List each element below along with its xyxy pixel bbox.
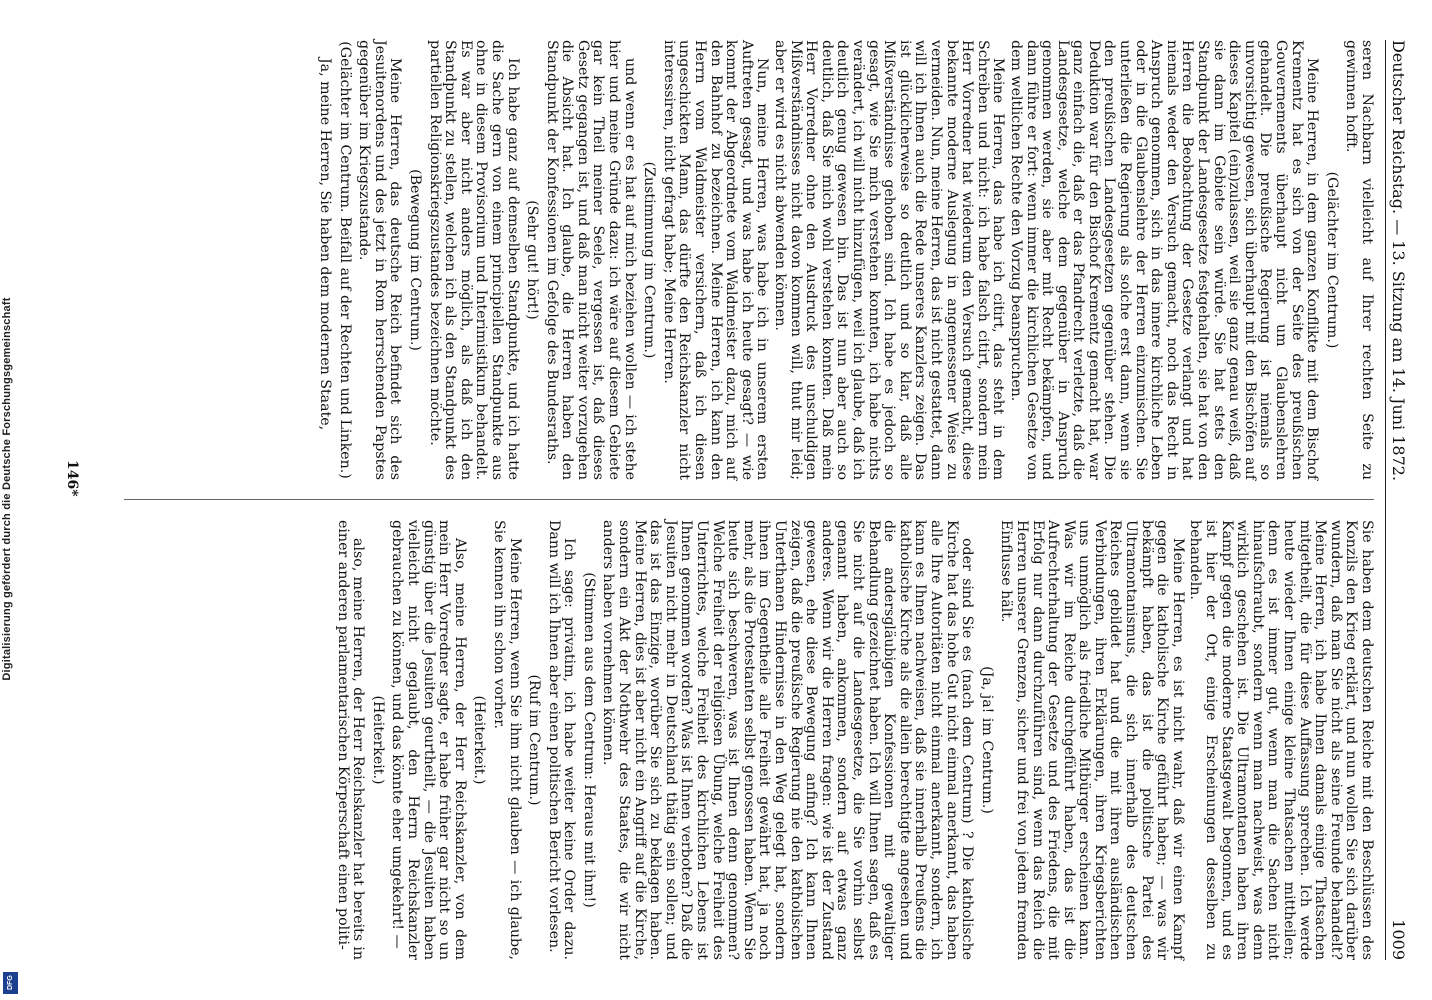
stage-direction: (Zustimmung im Centrum.) xyxy=(641,161,658,359)
stage-direction: (Stimmen aus dem Centrum: Heraus mit ihm!) xyxy=(580,572,597,908)
stage-direction: (Ja, ja! im Centrum.) xyxy=(978,666,995,814)
right-column xyxy=(332,520,1374,960)
digitization-sidebar xyxy=(0,0,22,1000)
stage-direction: (Bewegung im Centrum.) xyxy=(406,169,423,351)
stage-direction: (Heiterkeit.) xyxy=(471,695,488,785)
column-separator xyxy=(124,499,1374,500)
paragraph: Meine Herren, das habe ich citirt, das steht in dem Schreiben und nicht: ich habe falsch citirt, sondern mein Herr Vorredner hat wiederum den Versuch gemacht, diese bekannte moderne Auslegung in angemessener Weise zu vermeiden. Nun, meine Herren, das ist nicht gestattet, dann will ich Ihnen auch die Rede unseres Kanzlers zeigen. Das ist glücklicherweise so deutlich und so klar, daß alle Mißverständnisse gehoben sind. Ich habe es jedoch so gesagt, wie Sie mich verstehen konnten, ich habe nichts verändert, ich will nicht hinzufügen, weil ich glaube, daß ich deutlich genug gewesen bin. Das ist nun aber auch so deutlich, daß Sie mich wohl verstehen konnten. Daß mein Herr Vorredner ohne den Ausdruck des unschuldigen Mißverständnisses nicht davon kommen will, thut mir leid; aber er wird es nicht abwenden können. xyxy=(772,40,1007,480)
paragraph: und wenn er es hat auf mich beziehen wollen — ich stehe hier und meine Gründe dazu: ich wäre auf diesem Gebiete gar kein Theil meiner Seele, vergessen ist, daß dieses Gesetz gegangen ist, und daß man nicht weiter vorzugehen die Absicht hat. Ich glaube, die Herren haben den Standpunkt der Konfessionen im Gefolge des Bundesraths. xyxy=(543,40,638,480)
paragraph: Ja, meine Herren, Sie haben dem modernen Staate, xyxy=(317,58,333,431)
paragraph: Ich sage: privatim, ich habe weiter keine Order dazu. Dann will ich Ihnen aber einen politischen Bericht vorlesen. xyxy=(545,520,578,960)
paragraph: Nun, meine Herren, was habe ich in unserem ersten Auftreten gesagt, und was habe ich heute gesagt? — wie kommt der Abgeordnete vom Waldmeister dazu, mich auf den Bahnhof zu bezeichnen. Meine Herren, ich kann den Herrn vom Waldmeister versichern, daß ich diesen ungeschickten Mann, das dürfte den Reichskanzler nicht interessiren, nicht gefragt habe; Meine Herren. xyxy=(660,40,771,480)
paragraph: Also, meine Herren, der Herr Reichskanzler, von dem mein Herr Vorredner sagte, er habe früher gar nicht so un günstig über die Jesuiten geurtheilt, — die Jesuiten haben vielleicht nicht geglaubt, den Herrn Reichskanzler gebrauchen zu können, und das könnte eher umgekehrt! — xyxy=(389,520,468,960)
left-column xyxy=(314,40,1374,480)
paragraph: Meine Herren, wenn Sie ihm nicht glauben — ich glaube, Sie kennen ihn schon vorher. xyxy=(490,520,523,960)
paragraph: Meine Herren, in dem ganzen Konflikte mit dem Bischof Krementz hat es sich von der Seite des preußischen Gouvernements überhaupt nicht um Glaubenslehren gehandelt. Die preußische Regierung ist niemals so unvorsichtig gewesen, sich überhaupt mit den Bischöfen auf dieses Kapitel (ein)zulassen, weil sie ganz genau weiß, daß sie dann im Gebiete sein würde. Sie hat stets den Standpunkt der Landesgesetze festgehalten, sie hat von den Herren die Beobachtung der Gesetze verlangt und hat niemals weder den Versuch gemacht, noch das Recht in Anspruch genommen, sich in das innere kirchliche Leben oder in die Glaubenslehre der Herren einzumischen. Sie unterließen die Regierung als solche erst dann, wenn sie den preußischen Landesgesetzen gegenüber stehen. Die Deduktion war für den Bischof Krementz gemacht hat, war ganz einfach die, daß er das Pfandrecht verletzte, daß die Landesgesetze, welche dem gegenüber in Anspruch genommen werden, sie aber mit Recht bekämpfen, und dann führe er fort: wenn immer die kirchlichen Gesetze von dem weltlichen Rechte den Vorzug beanspruchen. xyxy=(1007,40,1321,480)
page-header xyxy=(1385,40,1412,960)
stage-direction: (Gelächter im Centrum. Beifall auf der Rechten und Linken.) xyxy=(336,41,353,479)
paragraph: oder sind Sie es (nach dem Centrum) ? Die katholische Kirche hat das hohe Gut nicht einmal anerkannt, das haben alle Ihre Autoritäten nicht einmal anerkannt, sondern, ich kann es Ihnen nachweisen, daß sie innerhalb Preußens die katholische Kirche als die allein berechtigte angesehen und die andersgläubigen Konfessionen mit gewaltiger Behandlung gezeichnet haben. Ich will Ihnen sagen, daß es Sie nicht auf die Landesgesetze, die Sie vorhin selbst genannt haben, ankommen, sondern auf etwas ganz anderes. Wenn wir die Herren fragen: wie ist der Zustand gewesen, ehe diese Bewegung anfing? Ich kann Ihnen zeigen, daß die preußische Regierung nie den katholischen Unterthanen Hindernisse in den Weg gelegt hat, sondern ihnen im Gegentheile alle Freiheit gewährt hat, ja noch mehr, als die Protestanten selbst genossen haben. Wenn Sie heute sich beschweren, was ist Ihnen denn genommen? Welche Freiheit der religiösen Übung, welche Freiheit des Unterrichtes, welche Freiheit des kirchlichen Lebens ist Ihnen genommen worden? Was ist Ihnen verboten? Daß die Jesuiten nicht mehr in Deutschland thätig sein sollen; und das ist das Einzige, worüber Sie sich zu beklagen haben. Meine Herren, dies ist aber nicht ein Angriff auf die Kirche, sondern ein Akt der Nothwehr des Staates, die wir nicht anders haben vornehmen können. xyxy=(600,520,976,960)
stage-direction: (Gelächter im Centrum.) xyxy=(1323,171,1340,349)
stage-direction: (Ruf im Centrum.) xyxy=(526,674,543,806)
scanned-page xyxy=(30,0,1430,1000)
paragraph: seren Nachbarn vielleicht auf Ihrer rechten Seite zu gewinnen hofft. xyxy=(1343,40,1375,480)
page-number: 1009 xyxy=(1389,919,1408,960)
paragraph: Sie haben dem deutschen Reiche mit den Beschlüssen des Konzils den Krieg erklärt, und nun wollen Sie sich darüber wundern, daß man Sie nicht als seine Freunde behandelt? Meine Herren, ich habe Ihnen damals einige Thatsachen mitgetheilt, die für diese Auffassung sprechen. Ich werde heute wieder Ihnen einige kleine Thatsachen mittheilen; denn es ist immer gut, wenn man die Sachen nicht hinaufschraubt, sondern wenn man nachweist, was denn wirklich geschehen ist. Die Ultramontanen haben ihren Kampf gegen die moderne Staatsgewalt begonnen, und es ist hier der Ort, einige Erscheinungen desselben zu behandeln. xyxy=(1187,520,1375,960)
stage-direction: (Sehr gut! hört!) xyxy=(524,200,541,320)
dfg-logo: DFG xyxy=(3,972,18,994)
paragraph: Meine Herren, es ist nicht wahr, daß wir einen Kampf gegen die katholische Kirche geführt haben; — was wir bekämpft haben, das ist die politische Partei des Ultramontanismus, die sich innerhalb des deutschen Reiches gebildet hat und die mit ihren ausländischen Verbindungen, ihren Erklärungen, ihren Kriegsberichten uns unmöglich als friedliche Mitbürger erscheinen kann. Was wir im Reiche durchgeführt haben, das ist die Aufrechterhaltung der Gesetze und des Friedens, die mit Erfolg nur dann durchzuführen sind, wenn das Reich die Herren unserer Grenzen, sicher und frei von jedem fremden Einflusse hält. xyxy=(998,520,1186,960)
rotated-page-content xyxy=(30,20,1430,980)
digitization-note: Digitalisierung gefördert durch die Deutsche Forschungsgemeinschaft xyxy=(1,297,13,681)
paragraph: also, meine Herren, der Herr Reichskanzler hat bereits in einer anderen parlamentarischen Körperschaft einen politi- xyxy=(334,520,367,960)
sheet-signature: 146* xyxy=(64,460,80,497)
paragraph: Meine Herren, das deutsche Reich befindet sich des Jesuitenordens und des jetzt in Rom herrschenden Papstes gegenüber im Kriegszustande. xyxy=(356,40,404,480)
running-title: Deutscher Reichstag. — 13. Sitzung am 14. Juni 1872. xyxy=(1389,40,1408,482)
paragraph: Ich habe ganz auf demselben Standpunkte, und ich hatte die Sache gern von einem principiellen Standpunkte aus ohne in diesem Provisorium und Interimistikum behandelt. Es war aber nicht anders möglich, als daß ich den Standpunkt zu stellen, welchen ich als den Standpunkt des partiellen Religionskriegszustandes bezeichnen möchte. xyxy=(426,40,521,480)
stage-direction: (Heiterkeit.) xyxy=(369,695,386,785)
